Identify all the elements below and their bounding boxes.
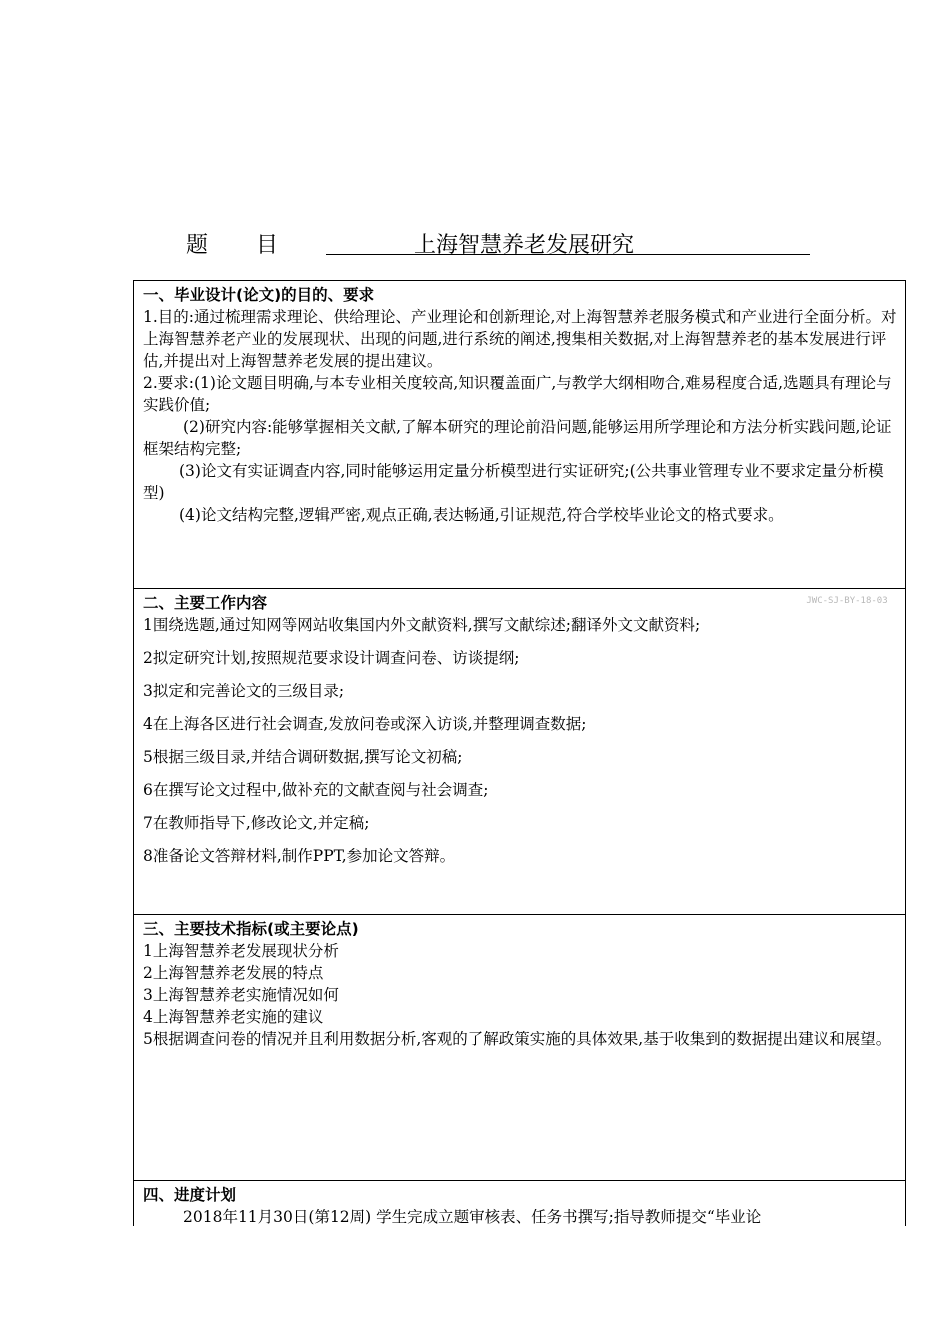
paragraph: (2)研究内容:能够掌握相关文献,了解本研究的理论前沿问题,能够运用所学理论和方法分析实践问题,论证框架结构完整;	[143, 418, 892, 458]
thesis-title: 上海智慧养老发展研究	[414, 233, 635, 258]
list-item: 7在教师指导下,修改论文,并定稿;	[143, 814, 370, 832]
paragraph: 2.要求:(1)论文题目明确,与本专业相关度较高,知识覆盖面广,与教学大纲相吻合,难易程度合适,选题具有理论与实践价值;	[143, 374, 892, 414]
schedule-text: 2018年11月30日(第12周) 学生完成立题审核表、任务书撰写;指导教师提交“毕业论	[183, 1208, 762, 1226]
list-item: 8准备论文答辩材料,制作PPT,参加论文答辩。	[143, 847, 456, 865]
list-item: 5根据三级目录,并结合调研数据,撰写论文初稿;	[143, 748, 463, 766]
list-item: 4在上海各区进行社会调查,发放问卷或深入访谈,并整理调查数据;	[143, 715, 587, 733]
list-item: 2拟定研究计划,按照规范要求设计调查问卷、访谈提纲;	[143, 649, 520, 667]
section-purpose-requirements	[143, 284, 899, 526]
section-main-work	[143, 592, 899, 878]
section-divider-3	[133, 1180, 906, 1181]
paragraph: (3)论文有实证调查内容,同时能够运用定量分析模型进行实证研究;(公共事业管理专业不要求定量分析模型)	[143, 462, 884, 502]
section-divider-1	[133, 588, 906, 589]
list-item: 1围绕选题,通过知网等网站收集国内外文献资料,撰写文献综述;翻译外文文献资料;	[143, 616, 701, 634]
list-item: 4上海智慧养老实施的建议	[143, 1008, 324, 1026]
paragraph: 1.目的:通过梳理需求理论、供给理论、产业理论和创新理论,对上海智慧养老服务模式和产业进行全面分析。对上海智慧养老产业的发展现状、出现的问题,进行系统的阐述,搜集相关数据,对上海智慧养老的基本发展进行评估,并提出对上海智慧养老发展的提出建议。	[143, 308, 897, 370]
title-row	[0, 226, 950, 260]
section-heading: 四、进度计划	[143, 1186, 237, 1204]
paragraph: (4)论文结构完整,逻辑严密,观点正确,表达畅通,引证规范,符合学校毕业论文的格式要求。	[179, 506, 784, 524]
list-item: 3拟定和完善论文的三级目录;	[143, 682, 345, 700]
document-code: JWC-SJ-BY-18-03	[790, 590, 904, 612]
section-technical-indicators	[143, 918, 899, 1050]
title-label	[186, 228, 278, 259]
section-heading: 一、毕业设计(论文)的目的、要求	[143, 286, 375, 304]
section-heading: 二、主要工作内容	[143, 594, 268, 612]
list-item: 5根据调查问卷的情况并且利用数据分析,客观的了解政策实施的具体效果,基于收集到的数据提出建议和展望。	[143, 1030, 892, 1048]
title-label-char-2: 目	[256, 233, 279, 258]
section-schedule	[143, 1184, 899, 1228]
section-divider-2	[133, 914, 906, 915]
list-item: 6在撰写论文过程中,做补充的文献查阅与社会调查;	[143, 781, 489, 799]
list-item: 1上海智慧养老发展现状分析	[143, 942, 339, 960]
list-item: 2上海智慧养老发展的特点	[143, 964, 324, 982]
list-item: 3上海智慧养老实施情况如何	[143, 986, 339, 1004]
title-label-char-1: 题	[186, 233, 209, 258]
section-heading: 三、主要技术指标(或主要论点)	[143, 920, 359, 938]
